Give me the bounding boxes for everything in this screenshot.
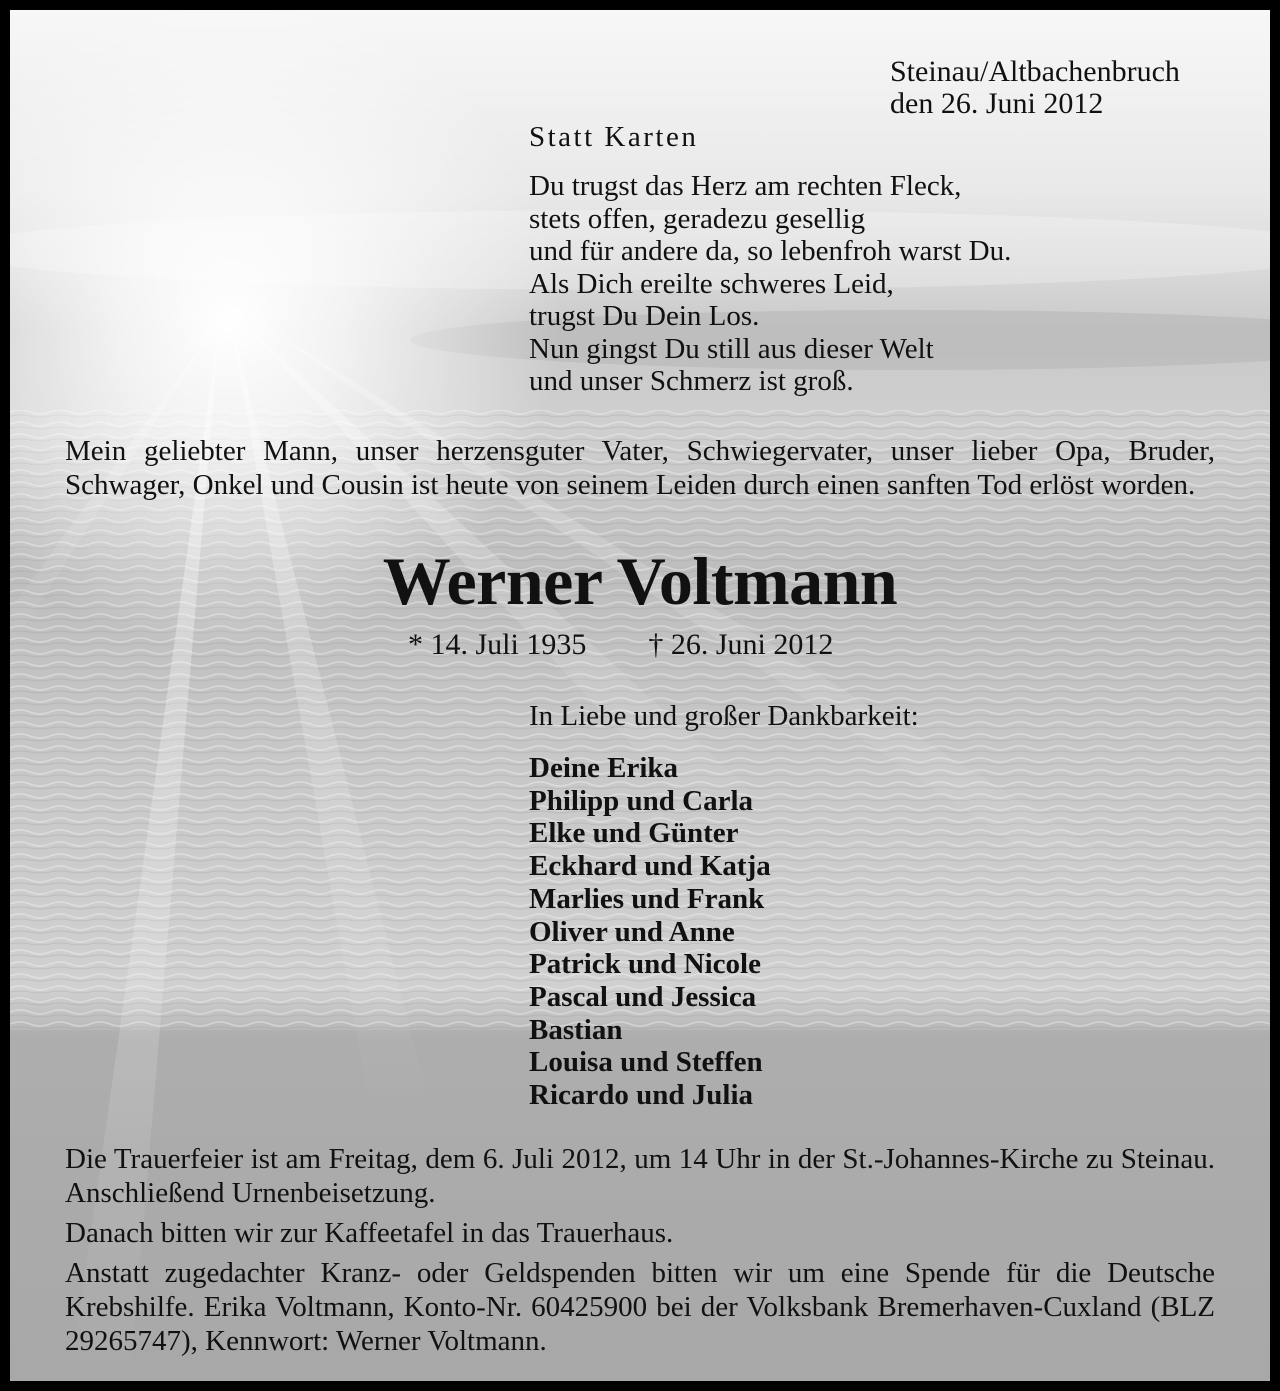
- statt-karten-label: Statt Karten: [529, 121, 699, 153]
- funeral-paragraph: Die Trauerfeier ist am Freitag, dem 6. Juli 2012, um 14 Uhr in der St.-Johannes-Kirche zu Steinau. Anschließend Urnenbeisetzung.: [65, 1143, 1215, 1209]
- list-item: Deine Erika: [529, 752, 679, 784]
- death-date: † 26. Juni 2012: [648, 628, 834, 661]
- list-item: Louisa und Steffen: [529, 1046, 763, 1079]
- birth-date: * 14. Juli 1935: [408, 628, 587, 661]
- poem-line: Als Dich ereilte schweres Leid,: [529, 267, 894, 300]
- list-item: Elke und Günter: [529, 817, 739, 850]
- coffee-paragraph: Danach bitten wir zur Kaffeetafel in das Trauerhaus.: [65, 1217, 674, 1249]
- closing-section: [65, 1142, 1215, 1364]
- poem: [529, 170, 1011, 398]
- family-list: [529, 752, 771, 1112]
- list-item: Bastian: [529, 1013, 623, 1046]
- list-item: Philipp und Carla: [529, 784, 754, 817]
- poem-line: und unser Schmerz ist groß.: [529, 365, 854, 397]
- poem-line: Du trugst das Herz am rechten Fleck,: [529, 170, 962, 202]
- list-item: Oliver und Anne: [529, 915, 735, 948]
- donation-paragraph: Anstatt zugedachter Kranz- oder Geldspenden bitten wir um eine Spende für die Deutsche Krebshilfe. Erika Voltmann, Konto-Nr. 60425900 bei der Volksbank Bremerhaven-Cuxland (BLZ 29265747), Kennwort: Werner Voltmann.: [65, 1257, 1215, 1357]
- thanks-line: In Liebe und großer Dankbarkeit:: [529, 700, 919, 732]
- intro-paragraph: Mein geliebter Mann, unser herzensguter Vater, Schwiegervater, unser lieber Opa, Bruder, Schwager, Onkel und Cousin ist heute von seinem Leiden durch einen sanften Tod erlöst worden.: [65, 435, 1215, 501]
- notice-date: den 26. Juni 2012: [890, 87, 1104, 120]
- poem-line: trugst Du Dein Los.: [529, 300, 760, 332]
- poem-line: stets offen, geradezu gesellig: [529, 202, 866, 235]
- list-item: Pascal und Jessica: [529, 980, 757, 1013]
- list-item: Eckhard und Katja: [529, 850, 771, 883]
- place-name: Steinau/Altbachenbruch: [890, 55, 1180, 88]
- poem-line: und für andere da, so lebenfroh warst Du.: [529, 235, 1012, 267]
- list-item: Ricardo und Julia: [529, 1079, 753, 1112]
- life-dates: [408, 628, 833, 662]
- place-and-date: [890, 56, 1180, 120]
- poem-line: Nun gingst Du still aus dieser Welt: [529, 332, 934, 365]
- list-item: Patrick und Nicole: [529, 948, 761, 981]
- list-item: Marlies und Frank: [529, 882, 765, 915]
- deceased-name: Werner Voltmann: [382, 543, 898, 619]
